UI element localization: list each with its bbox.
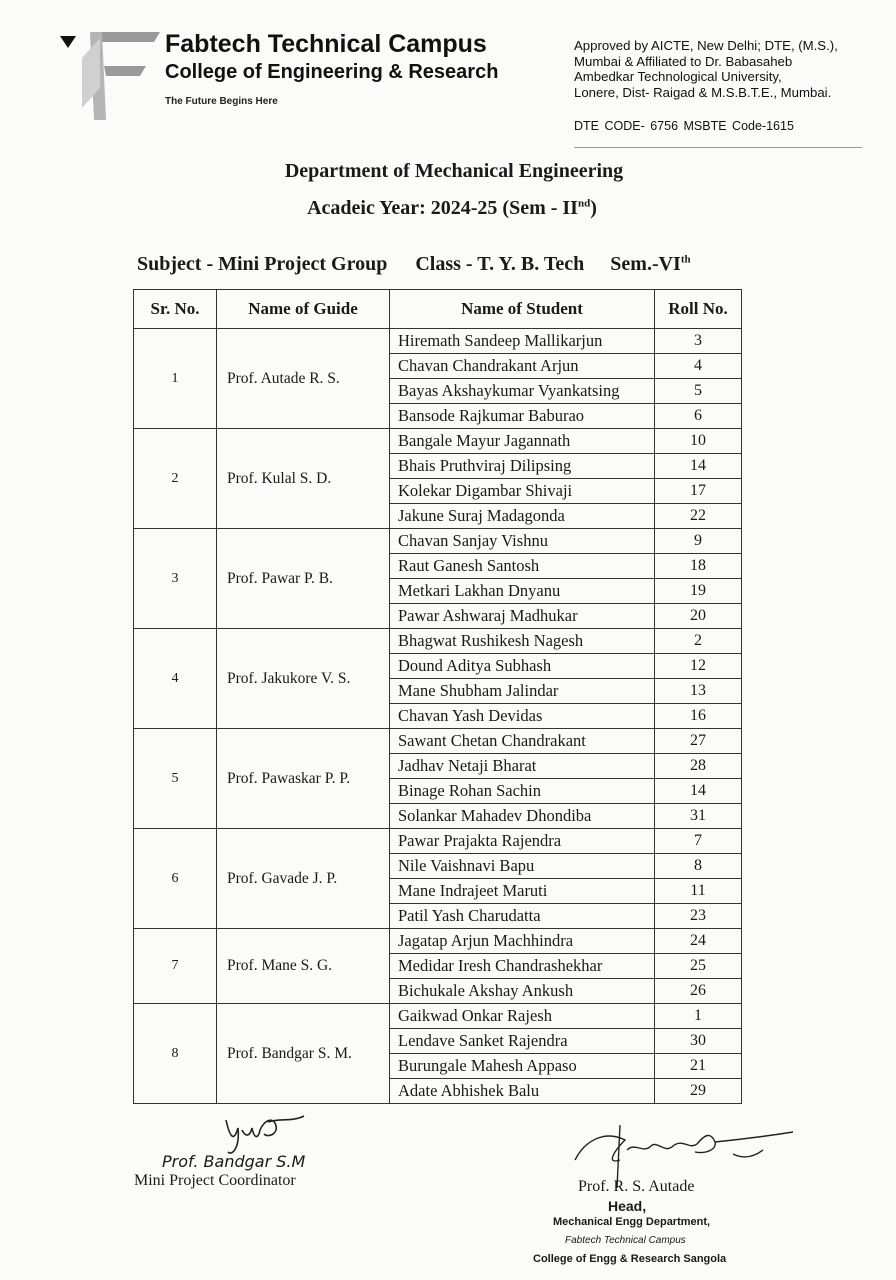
- student-name: Bangale Mayur Jagannath: [390, 429, 655, 454]
- roll-no: 3: [655, 329, 742, 354]
- roll-no: 14: [655, 454, 742, 479]
- roll-no: 5: [655, 379, 742, 404]
- roll-no: 22: [655, 504, 742, 529]
- subject-label: Subject - Mini Project Group: [137, 253, 388, 275]
- student-name: Lendave Sanket Rajendra: [390, 1029, 655, 1054]
- hod-college: College of Engg & Research Sangola: [533, 1253, 727, 1265]
- student-name: Raut Ganesh Santosh: [390, 554, 655, 579]
- roll-no: 8: [655, 854, 742, 879]
- table-row: [134, 1004, 742, 1029]
- student-name: Bhais Pruthviraj Dilipsing: [390, 454, 655, 479]
- roll-no: 25: [655, 954, 742, 979]
- student-name: Jakune Suraj Madagonda: [390, 504, 655, 529]
- student-name: Pawar Ashwaraj Madhukar: [390, 604, 655, 629]
- roll-no: 11: [655, 879, 742, 904]
- student-name: Patil Yash Charudatta: [390, 904, 655, 929]
- hod-department: Mechanical Engg Department,: [553, 1216, 711, 1228]
- coordinator-signature-icon: [220, 1108, 310, 1158]
- college-name: Fabtech Technical Campus: [165, 30, 487, 58]
- hod-campus: Fabtech Technical Campus: [565, 1235, 686, 1246]
- group-sr-no: 1: [134, 329, 217, 429]
- guide-name: Prof. Mane S. G.: [217, 929, 390, 1004]
- college-subtitle: College of Engineering & Research: [165, 61, 499, 83]
- college-tagline: The Future Begins Here: [165, 96, 278, 107]
- academic-year-end: ): [590, 197, 597, 219]
- roll-no: 6: [655, 404, 742, 429]
- student-name: Bayas Akshaykumar Vyankatsing: [390, 379, 655, 404]
- roll-no: 13: [655, 679, 742, 704]
- student-name: Hiremath Sandeep Mallikarjun: [390, 329, 655, 354]
- approval-line: Ambedkar Technological University,: [574, 69, 782, 84]
- header-divider: [574, 147, 862, 148]
- semester-text: Sem.-VI: [610, 253, 681, 275]
- roll-no: 20: [655, 604, 742, 629]
- roll-no: 30: [655, 1029, 742, 1054]
- department-title: Department of Mechanical Engineering: [284, 160, 624, 182]
- student-name: Jagatap Arjun Machhindra: [390, 929, 655, 954]
- header-roll: Roll No.: [655, 290, 742, 329]
- roll-no: 16: [655, 704, 742, 729]
- roll-no: 14: [655, 779, 742, 804]
- roll-no: 4: [655, 354, 742, 379]
- guide-name: Prof. Jakukore V. S.: [217, 629, 390, 729]
- semester-sup: th: [680, 253, 691, 266]
- academic-year-title: [0, 197, 896, 220]
- college-logo-icon: [60, 28, 160, 120]
- roll-no: 29: [655, 1079, 742, 1104]
- student-name: Kolekar Digambar Shivaji: [390, 479, 655, 504]
- roll-no: 9: [655, 529, 742, 554]
- group-sr-no: 4: [134, 629, 217, 729]
- hod-title: Head,: [608, 1198, 647, 1214]
- student-name: Medidar Iresh Chandrashekhar: [390, 954, 655, 979]
- guide-name: Prof. Pawar P. B.: [217, 529, 390, 629]
- roll-no: 1: [655, 1004, 742, 1029]
- guide-name: Prof. Pawaskar P. P.: [217, 729, 390, 829]
- table-row: [134, 629, 742, 654]
- roll-no: 19: [655, 579, 742, 604]
- student-name: Mane Indrajeet Maruti: [390, 879, 655, 904]
- table-row: [134, 829, 742, 854]
- guide-name: Prof. Bandgar S. M.: [217, 1004, 390, 1104]
- coordinator-name: Prof. Bandgar S.M: [162, 1152, 306, 1171]
- class-label: Class - T. Y. B. Tech: [415, 253, 585, 275]
- coordinator-role: Mini Project Coordinator: [134, 1172, 296, 1189]
- group-sr-no: 5: [134, 729, 217, 829]
- roll-no: 7: [655, 829, 742, 854]
- subject-line: [137, 253, 691, 276]
- approval-line: Approved by AICTE, New Delhi; DTE, (M.S.),: [574, 38, 838, 53]
- student-name: Chavan Chandrakant Arjun: [390, 354, 655, 379]
- roll-no: 23: [655, 904, 742, 929]
- roll-no: 26: [655, 979, 742, 1004]
- roll-no: 12: [655, 654, 742, 679]
- student-name: Binage Rohan Sachin: [390, 779, 655, 804]
- student-name: Adate Abhishek Balu: [390, 1079, 655, 1104]
- roll-no: 24: [655, 929, 742, 954]
- table-row: [134, 729, 742, 754]
- student-name: Mane Shubham Jalindar: [390, 679, 655, 704]
- student-name: Chavan Sanjay Vishnu: [390, 529, 655, 554]
- guide-name: Prof. Gavade J. P.: [217, 829, 390, 929]
- group-sr-no: 8: [134, 1004, 217, 1104]
- guide-name: Prof. Autade R. S.: [217, 329, 390, 429]
- student-name: Nile Vaishnavi Bapu: [390, 854, 655, 879]
- table-row: [134, 429, 742, 454]
- table-row: [134, 529, 742, 554]
- roll-no: 2: [655, 629, 742, 654]
- table-header-row: [134, 290, 742, 329]
- approval-line: Mumbai & Affiliated to Dr. Babasaheb: [574, 53, 793, 69]
- student-name: Jadhav Netaji Bharat: [390, 754, 655, 779]
- student-name: Pawar Prajakta Rajendra: [390, 829, 655, 854]
- approval-text: [574, 38, 874, 100]
- academic-year-sup: nd: [577, 197, 591, 210]
- project-group-table-container: [133, 289, 741, 1104]
- semester-label: [610, 253, 690, 276]
- header-guide: Name of Guide: [217, 290, 390, 329]
- table-row: [134, 929, 742, 954]
- roll-no: 10: [655, 429, 742, 454]
- roll-no: 17: [655, 479, 742, 504]
- student-name: Metkari Lakhan Dnyanu: [390, 579, 655, 604]
- group-sr-no: 7: [134, 929, 217, 1004]
- student-name: Burungale Mahesh Appaso: [390, 1054, 655, 1079]
- student-name: Gaikwad Onkar Rajesh: [390, 1004, 655, 1029]
- table-body: [134, 329, 742, 1104]
- header-student: Name of Student: [390, 290, 655, 329]
- roll-no: 28: [655, 754, 742, 779]
- guide-name: Prof. Kulal S. D.: [217, 429, 390, 529]
- header-sr-no: Sr. No.: [134, 290, 217, 329]
- student-name: Bansode Rajkumar Baburao: [390, 404, 655, 429]
- hod-name: Prof. R. S. Autade: [578, 1178, 695, 1195]
- student-name: Bhagwat Rushikesh Nagesh: [390, 629, 655, 654]
- table-row: [134, 329, 742, 354]
- roll-no: 21: [655, 1054, 742, 1079]
- group-sr-no: 2: [134, 429, 217, 529]
- institute-codes: DTE CODE- 6756 MSBTE Code-1615: [574, 119, 794, 133]
- student-name: Chavan Yash Devidas: [390, 704, 655, 729]
- student-name: Bichukale Akshay Ankush: [390, 979, 655, 1004]
- academic-year-text: Acadeic Year: 2024-25 (Sem - II: [307, 197, 578, 219]
- student-name: Solankar Mahadev Dhondiba: [390, 804, 655, 829]
- roll-no: 18: [655, 554, 742, 579]
- student-name: Dound Aditya Subhash: [390, 654, 655, 679]
- group-sr-no: 3: [134, 529, 217, 629]
- project-group-table: [133, 289, 742, 1104]
- roll-no: 27: [655, 729, 742, 754]
- group-sr-no: 6: [134, 829, 217, 929]
- roll-no: 31: [655, 804, 742, 829]
- student-name: Sawant Chetan Chandrakant: [390, 729, 655, 754]
- approval-line: Lonere, Dist- Raigad & M.S.B.T.E., Mumbai.: [574, 84, 832, 100]
